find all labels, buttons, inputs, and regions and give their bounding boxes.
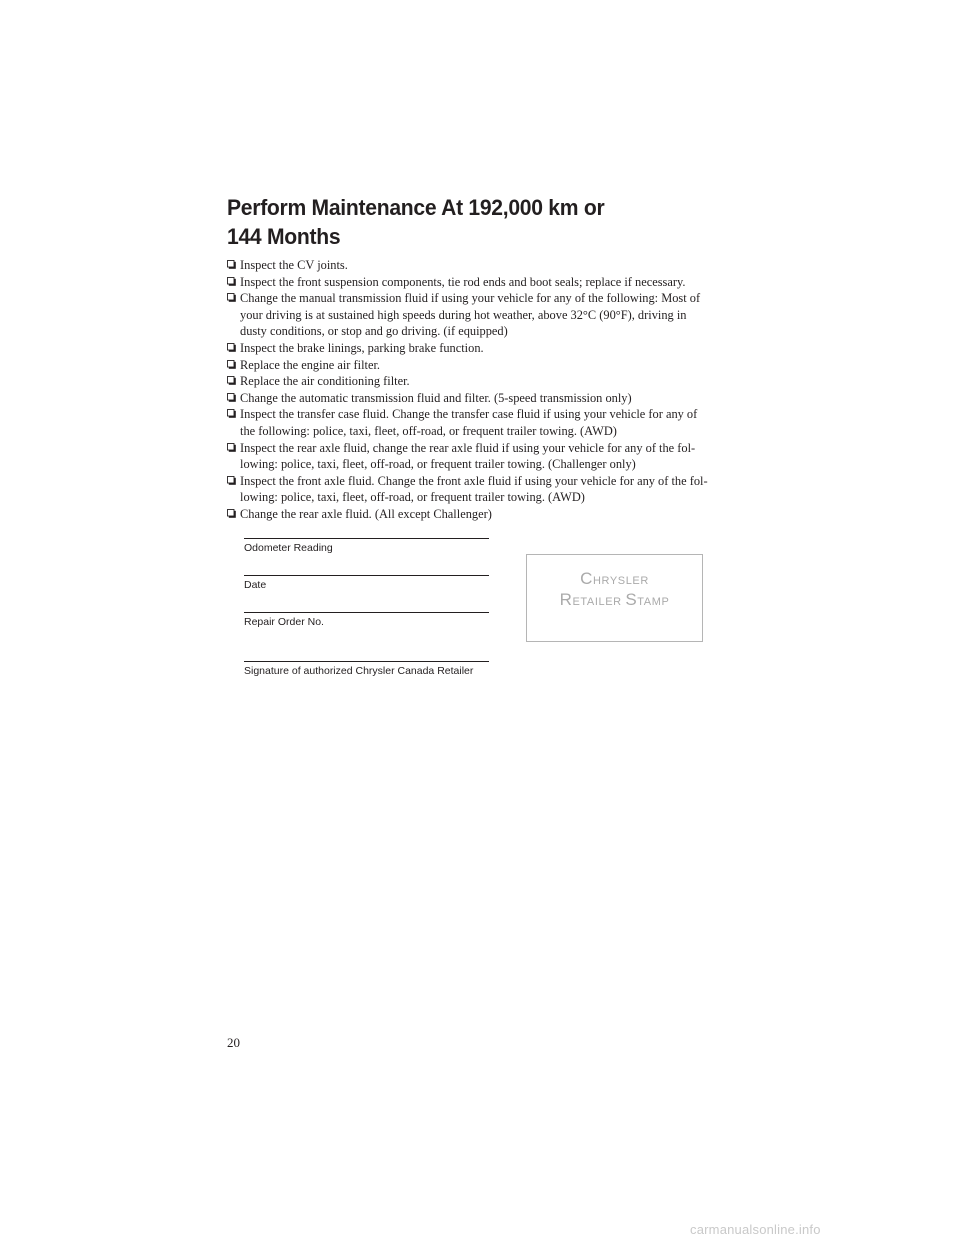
odometer-field [244,538,489,554]
checklist-item [227,274,747,291]
checklist-item-text: the following: police, taxi, fleet, off-road, or frequent trailer towing. (AWD) [240,423,617,438]
signature-label: Signature of authorized Chrysler Canada Retailer [244,665,474,677]
checkbox-icon [227,260,236,269]
stamp-line-1 [527,569,702,589]
checkbox-icon [227,360,236,369]
checklist-item [227,406,747,439]
date-field [244,575,489,591]
checklist-item-text: Replace the air conditioning filter. [240,374,410,389]
retailer-stamp-box [526,554,703,642]
repair-order-field [244,612,489,628]
checklist-item [227,390,747,407]
checkbox-icon [227,343,236,352]
checklist-item [227,340,747,357]
checklist-item [227,506,747,523]
checklist-item-text: Inspect the front axle fluid. Change the front axle fluid if using your vehicle for any of the fol- [240,473,708,488]
stamp-line-2 [527,590,702,610]
checklist-item-text: Change the rear axle fluid. (All except Challenger) [240,506,492,521]
checkbox-icon [227,376,236,385]
checklist-item-text: Inspect the transfer case fluid. Change the transfer case fluid if using your vehicle for any of [240,407,698,422]
odometer-line [244,538,489,539]
checkbox-icon [227,293,236,302]
checklist-item-text: your driving is at sustained high speeds during hot weather, above 32°C (90°F), driving in [240,307,687,322]
checklist-item-text: Change the manual transmission fluid if using your vehicle for any of the following: Most of [240,291,701,306]
date-label: Date [244,579,267,591]
stamp-initial-s: S [625,590,638,609]
watermark: carmanualsonline.info [690,1222,821,1237]
stamp-text-tamp: TAMP [637,596,670,608]
checklist-item-text: Inspect the rear axle fluid, change the rear axle fluid if using your vehicle for any of the fol- [240,440,696,455]
repair-order-line [244,612,489,613]
page-number: 20 [227,1035,240,1050]
checkbox-icon [227,409,236,418]
heading-line-2: 144 Months [227,224,341,249]
date-line [244,575,489,576]
checklist-item-text: Change the automatic transmission fluid and filter. (5-speed transmission only) [240,390,632,405]
checkbox-icon [227,277,236,286]
checklist-item [227,257,747,274]
signature-line [244,661,489,662]
repair-order-label: Repair Order No. [244,616,324,628]
checklist-item [227,473,747,506]
checklist-item-text: Replace the engine air filter. [240,357,381,372]
checkbox-icon [227,393,236,402]
checklist-item-text: lowing: police, taxi, fleet, off-road, or frequent trailer towing. (Challenger only) [240,457,636,472]
maintenance-checklist [227,257,747,523]
heading-line-1: Perform Maintenance At 192,000 km or [227,195,605,220]
checkbox-icon [227,509,236,518]
checklist-item [227,357,747,374]
checkbox-icon [227,443,236,452]
stamp-initial-r: R [559,590,573,609]
page-heading [227,193,765,251]
odometer-label: Odometer Reading [244,542,333,554]
signature-field [244,661,489,677]
stamp-text-etailer: ETAILER [572,596,626,608]
checklist-item-text: lowing: police, taxi, fleet, off-road, or frequent trailer towing. (AWD) [240,490,585,505]
stamp-initial-c: C [580,569,593,588]
checklist-item-text: Inspect the front suspension components, tie rod ends and boot seals; replace if necessary. [240,274,686,289]
checklist-item-text: Inspect the brake linings, parking brake function. [240,340,484,355]
checklist-item [227,290,747,340]
stamp-text-hrysler: HRYSLER [592,575,649,587]
checklist-item-text: Inspect the CV joints. [240,258,348,272]
checkbox-icon [227,476,236,485]
checklist-item [227,440,747,473]
checklist-item-text: dusty conditions, or stop and go driving. (if equipped) [240,324,508,339]
checklist-item [227,373,747,390]
